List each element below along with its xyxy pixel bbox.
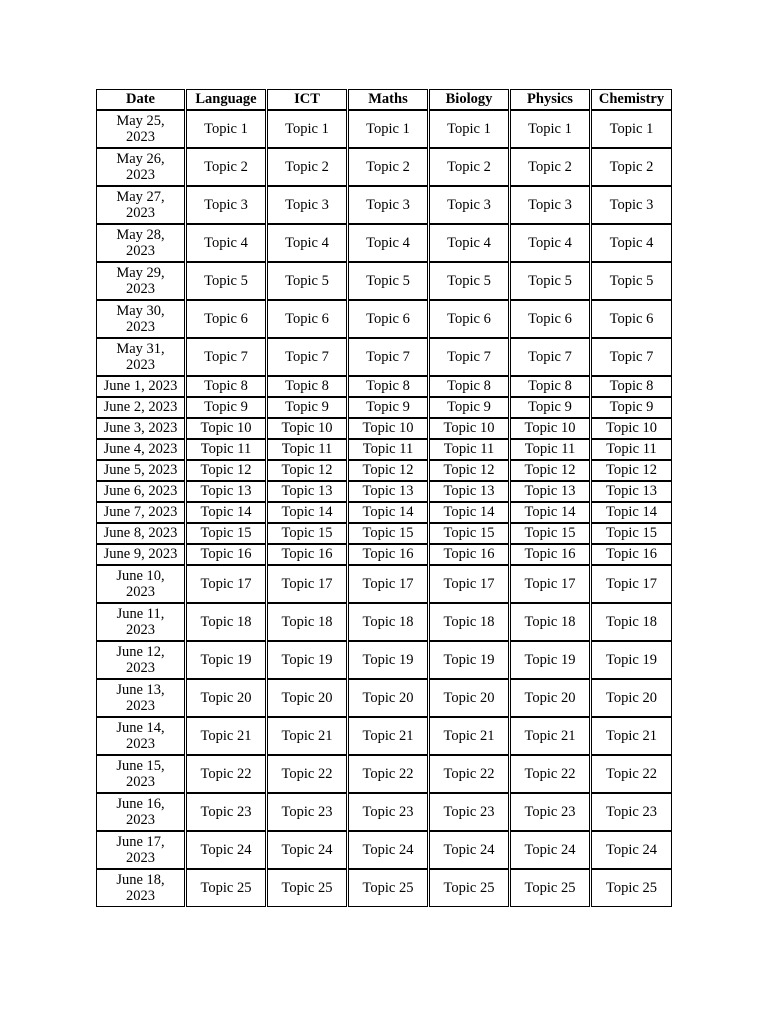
date-text: June 18,: [116, 872, 165, 888]
topic-cell-ict: Topic 20: [267, 679, 347, 717]
column-header-physics: Physics: [510, 89, 590, 110]
topic-cell-chemistry: Topic 2: [591, 148, 672, 186]
date-cell: [96, 793, 185, 831]
topic-cell-language: Topic 16: [186, 544, 266, 565]
date-cell: [96, 300, 185, 338]
table-row: [96, 523, 672, 544]
topic-cell-ict: Topic 6: [267, 300, 347, 338]
topic-cell-biology: Topic 15: [429, 523, 509, 544]
column-header-language: Language: [186, 89, 266, 110]
topic-cell-biology: Topic 24: [429, 831, 509, 869]
topic-cell-biology: Topic 11: [429, 439, 509, 460]
topic-cell-chemistry: Topic 19: [591, 641, 672, 679]
topic-cell-biology: Topic 12: [429, 460, 509, 481]
topic-cell-physics: Topic 23: [510, 793, 590, 831]
date-cell: [96, 397, 185, 418]
date-text: May 26,: [116, 151, 165, 167]
topic-cell-language: Topic 18: [186, 603, 266, 641]
topic-cell-physics: Topic 10: [510, 418, 590, 439]
topic-cell-biology: Topic 3: [429, 186, 509, 224]
topic-cell-language: Topic 12: [186, 460, 266, 481]
topic-cell-language: Topic 11: [186, 439, 266, 460]
table-row: [96, 831, 672, 869]
topic-cell-language: Topic 13: [186, 481, 266, 502]
topic-cell-maths: Topic 23: [348, 793, 428, 831]
table-row: [96, 717, 672, 755]
date-text: June 12,: [116, 644, 165, 660]
topic-cell-chemistry: Topic 8: [591, 376, 672, 397]
topic-cell-chemistry: Topic 18: [591, 603, 672, 641]
topic-cell-language: Topic 8: [186, 376, 266, 397]
topic-cell-chemistry: Topic 24: [591, 831, 672, 869]
topic-cell-physics: Topic 13: [510, 481, 590, 502]
table-row: [96, 376, 672, 397]
topic-cell-chemistry: Topic 10: [591, 418, 672, 439]
date-text: May 27,: [116, 189, 165, 205]
topic-cell-ict: Topic 25: [267, 869, 347, 907]
topic-cell-language: Topic 22: [186, 755, 266, 793]
date-year-text: 2023: [126, 129, 155, 145]
topic-cell-maths: Topic 18: [348, 603, 428, 641]
date-text: June 6, 2023: [103, 483, 178, 500]
date-cell: [96, 186, 185, 224]
date-cell: [96, 262, 185, 300]
topic-cell-physics: Topic 4: [510, 224, 590, 262]
date-cell: [96, 869, 185, 907]
topic-cell-physics: Topic 12: [510, 460, 590, 481]
table-row: [96, 418, 672, 439]
topic-cell-language: Topic 6: [186, 300, 266, 338]
date-year-text: 2023: [126, 584, 155, 600]
topic-cell-physics: Topic 1: [510, 110, 590, 148]
topic-cell-ict: Topic 9: [267, 397, 347, 418]
topic-cell-biology: Topic 10: [429, 418, 509, 439]
date-text: May 28,: [116, 227, 165, 243]
date-cell: [96, 603, 185, 641]
topic-cell-physics: Topic 14: [510, 502, 590, 523]
topic-cell-biology: Topic 23: [429, 793, 509, 831]
topic-cell-chemistry: Topic 7: [591, 338, 672, 376]
date-year-text: 2023: [126, 660, 155, 676]
topic-cell-ict: Topic 1: [267, 110, 347, 148]
topic-cell-ict: Topic 4: [267, 224, 347, 262]
topic-cell-maths: Topic 17: [348, 565, 428, 603]
date-year-text: 2023: [126, 812, 155, 828]
date-year-text: 2023: [126, 205, 155, 221]
topic-cell-maths: Topic 4: [348, 224, 428, 262]
table-row: [96, 679, 672, 717]
topic-cell-maths: Topic 2: [348, 148, 428, 186]
date-year-text: 2023: [126, 888, 155, 904]
topic-cell-language: Topic 7: [186, 338, 266, 376]
topic-cell-ict: Topic 22: [267, 755, 347, 793]
topic-cell-maths: Topic 3: [348, 186, 428, 224]
topic-cell-physics: Topic 11: [510, 439, 590, 460]
date-cell: [96, 831, 185, 869]
table-row: [96, 338, 672, 376]
topic-cell-ict: Topic 15: [267, 523, 347, 544]
topic-cell-biology: Topic 8: [429, 376, 509, 397]
date-text: June 13,: [116, 682, 165, 698]
date-year-text: 2023: [126, 281, 155, 297]
topic-cell-physics: Topic 7: [510, 338, 590, 376]
topic-cell-language: Topic 24: [186, 831, 266, 869]
topic-cell-language: Topic 10: [186, 418, 266, 439]
topic-cell-language: Topic 23: [186, 793, 266, 831]
date-cell: [96, 460, 185, 481]
date-year-text: 2023: [126, 736, 155, 752]
topic-cell-maths: Topic 25: [348, 869, 428, 907]
table-row: [96, 262, 672, 300]
date-cell: [96, 376, 185, 397]
topic-cell-physics: Topic 8: [510, 376, 590, 397]
date-text: June 11,: [116, 606, 165, 622]
date-year-text: 2023: [126, 698, 155, 714]
topic-cell-ict: Topic 13: [267, 481, 347, 502]
date-cell: [96, 224, 185, 262]
table-body: [96, 110, 672, 907]
topic-cell-biology: Topic 19: [429, 641, 509, 679]
column-header-maths: Maths: [348, 89, 428, 110]
date-cell: [96, 544, 185, 565]
topic-cell-biology: Topic 6: [429, 300, 509, 338]
topic-cell-maths: Topic 24: [348, 831, 428, 869]
topic-cell-physics: Topic 5: [510, 262, 590, 300]
topic-cell-physics: Topic 20: [510, 679, 590, 717]
date-cell: [96, 755, 185, 793]
topic-cell-ict: Topic 18: [267, 603, 347, 641]
topic-cell-biology: Topic 4: [429, 224, 509, 262]
topic-cell-biology: Topic 9: [429, 397, 509, 418]
date-year-text: 2023: [126, 774, 155, 790]
topic-cell-language: Topic 4: [186, 224, 266, 262]
topic-cell-physics: Topic 15: [510, 523, 590, 544]
topic-cell-ict: Topic 11: [267, 439, 347, 460]
date-text: June 14,: [116, 720, 165, 736]
topic-cell-maths: Topic 15: [348, 523, 428, 544]
date-cell: [96, 717, 185, 755]
date-cell: [96, 439, 185, 460]
topic-cell-language: Topic 2: [186, 148, 266, 186]
topic-cell-chemistry: Topic 13: [591, 481, 672, 502]
topic-cell-biology: Topic 25: [429, 869, 509, 907]
topic-cell-ict: Topic 23: [267, 793, 347, 831]
date-cell: [96, 148, 185, 186]
topic-cell-maths: Topic 1: [348, 110, 428, 148]
table-row: [96, 481, 672, 502]
topic-cell-physics: Topic 24: [510, 831, 590, 869]
topic-cell-language: Topic 17: [186, 565, 266, 603]
topic-cell-physics: Topic 3: [510, 186, 590, 224]
date-text: June 8, 2023: [103, 525, 178, 542]
topic-cell-physics: Topic 6: [510, 300, 590, 338]
topic-cell-maths: Topic 20: [348, 679, 428, 717]
topic-cell-maths: Topic 7: [348, 338, 428, 376]
topic-cell-physics: Topic 25: [510, 869, 590, 907]
topic-cell-ict: Topic 17: [267, 565, 347, 603]
topic-cell-ict: Topic 14: [267, 502, 347, 523]
table-row: [96, 439, 672, 460]
topic-cell-chemistry: Topic 6: [591, 300, 672, 338]
topic-cell-physics: Topic 16: [510, 544, 590, 565]
column-header-ict: ICT: [267, 89, 347, 110]
topic-cell-ict: Topic 3: [267, 186, 347, 224]
topic-cell-maths: Topic 22: [348, 755, 428, 793]
table-row: [96, 397, 672, 418]
topic-cell-language: Topic 1: [186, 110, 266, 148]
topic-cell-ict: Topic 16: [267, 544, 347, 565]
table-header-row: [96, 89, 672, 110]
table-row: [96, 186, 672, 224]
topic-cell-chemistry: Topic 1: [591, 110, 672, 148]
topic-cell-chemistry: Topic 4: [591, 224, 672, 262]
topic-cell-biology: Topic 5: [429, 262, 509, 300]
topic-cell-biology: Topic 18: [429, 603, 509, 641]
date-year-text: 2023: [126, 167, 155, 183]
topic-cell-maths: Topic 8: [348, 376, 428, 397]
topic-cell-chemistry: Topic 14: [591, 502, 672, 523]
date-text: May 30,: [116, 303, 165, 319]
topic-cell-ict: Topic 12: [267, 460, 347, 481]
topic-cell-maths: Topic 13: [348, 481, 428, 502]
topic-cell-chemistry: Topic 20: [591, 679, 672, 717]
topic-cell-biology: Topic 20: [429, 679, 509, 717]
date-text: June 4, 2023: [103, 441, 178, 458]
table-row: [96, 641, 672, 679]
topic-cell-ict: Topic 21: [267, 717, 347, 755]
topic-cell-ict: Topic 10: [267, 418, 347, 439]
date-cell: [96, 110, 185, 148]
date-cell: [96, 481, 185, 502]
date-cell: [96, 641, 185, 679]
topic-cell-biology: Topic 13: [429, 481, 509, 502]
date-text: June 3, 2023: [103, 420, 178, 437]
column-header-date: Date: [96, 89, 185, 110]
table-row: [96, 793, 672, 831]
table-row: [96, 502, 672, 523]
topic-cell-biology: Topic 2: [429, 148, 509, 186]
topic-cell-maths: Topic 14: [348, 502, 428, 523]
topic-cell-ict: Topic 5: [267, 262, 347, 300]
topic-cell-language: Topic 25: [186, 869, 266, 907]
topic-cell-biology: Topic 22: [429, 755, 509, 793]
date-year-text: 2023: [126, 357, 155, 373]
topic-cell-maths: Topic 16: [348, 544, 428, 565]
topic-cell-language: Topic 14: [186, 502, 266, 523]
topic-cell-maths: Topic 12: [348, 460, 428, 481]
topic-cell-biology: Topic 21: [429, 717, 509, 755]
table-row: [96, 460, 672, 481]
table-row: [96, 565, 672, 603]
date-text: June 10,: [116, 568, 165, 584]
topic-cell-language: Topic 5: [186, 262, 266, 300]
topic-cell-language: Topic 19: [186, 641, 266, 679]
date-cell: [96, 502, 185, 523]
date-text: June 2, 2023: [103, 399, 178, 416]
table-row: [96, 224, 672, 262]
date-text: June 9, 2023: [103, 546, 178, 563]
date-text: May 31,: [116, 341, 165, 357]
date-year-text: 2023: [126, 622, 155, 638]
topic-cell-chemistry: Topic 16: [591, 544, 672, 565]
topic-cell-physics: Topic 22: [510, 755, 590, 793]
topic-cell-chemistry: Topic 22: [591, 755, 672, 793]
date-cell: [96, 338, 185, 376]
table-row: [96, 869, 672, 907]
topic-cell-physics: Topic 19: [510, 641, 590, 679]
topic-cell-biology: Topic 7: [429, 338, 509, 376]
topic-cell-language: Topic 20: [186, 679, 266, 717]
topic-cell-ict: Topic 19: [267, 641, 347, 679]
topic-cell-biology: Topic 14: [429, 502, 509, 523]
date-text: June 15,: [116, 758, 165, 774]
topic-cell-physics: Topic 17: [510, 565, 590, 603]
date-year-text: 2023: [126, 243, 155, 259]
topic-cell-chemistry: Topic 21: [591, 717, 672, 755]
topic-cell-maths: Topic 5: [348, 262, 428, 300]
topic-cell-maths: Topic 21: [348, 717, 428, 755]
topic-cell-maths: Topic 19: [348, 641, 428, 679]
schedule-table: [95, 89, 673, 907]
topic-cell-chemistry: Topic 12: [591, 460, 672, 481]
table-row: [96, 603, 672, 641]
date-cell: [96, 418, 185, 439]
date-year-text: 2023: [126, 319, 155, 335]
date-text: June 17,: [116, 834, 165, 850]
column-header-biology: Biology: [429, 89, 509, 110]
date-text: May 29,: [116, 265, 165, 281]
date-cell: [96, 523, 185, 544]
topic-cell-biology: Topic 1: [429, 110, 509, 148]
topic-cell-maths: Topic 10: [348, 418, 428, 439]
table-row: [96, 755, 672, 793]
topic-cell-biology: Topic 16: [429, 544, 509, 565]
topic-cell-physics: Topic 9: [510, 397, 590, 418]
topic-cell-chemistry: Topic 3: [591, 186, 672, 224]
date-text: May 25,: [116, 113, 165, 129]
topic-cell-maths: Topic 9: [348, 397, 428, 418]
topic-cell-physics: Topic 18: [510, 603, 590, 641]
topic-cell-language: Topic 15: [186, 523, 266, 544]
topic-cell-chemistry: Topic 9: [591, 397, 672, 418]
date-cell: [96, 565, 185, 603]
topic-cell-ict: Topic 2: [267, 148, 347, 186]
topic-cell-biology: Topic 17: [429, 565, 509, 603]
table-row: [96, 544, 672, 565]
date-text: June 7, 2023: [103, 504, 178, 521]
topic-cell-chemistry: Topic 17: [591, 565, 672, 603]
topic-cell-ict: Topic 24: [267, 831, 347, 869]
date-year-text: 2023: [126, 850, 155, 866]
topic-cell-chemistry: Topic 23: [591, 793, 672, 831]
column-header-chemistry: Chemistry: [591, 89, 672, 110]
date-text: June 5, 2023: [103, 462, 178, 479]
topic-cell-ict: Topic 8: [267, 376, 347, 397]
date-text: June 1, 2023: [103, 378, 178, 395]
topic-cell-chemistry: Topic 15: [591, 523, 672, 544]
date-text: June 16,: [116, 796, 165, 812]
table-row: [96, 300, 672, 338]
topic-cell-language: Topic 3: [186, 186, 266, 224]
date-cell: [96, 679, 185, 717]
topic-cell-chemistry: Topic 5: [591, 262, 672, 300]
topic-cell-maths: Topic 11: [348, 439, 428, 460]
topic-cell-ict: Topic 7: [267, 338, 347, 376]
table-row: [96, 110, 672, 148]
topic-cell-maths: Topic 6: [348, 300, 428, 338]
topic-cell-language: Topic 21: [186, 717, 266, 755]
table-row: [96, 148, 672, 186]
topic-cell-chemistry: Topic 11: [591, 439, 672, 460]
topic-cell-chemistry: Topic 25: [591, 869, 672, 907]
topic-cell-physics: Topic 2: [510, 148, 590, 186]
topic-cell-language: Topic 9: [186, 397, 266, 418]
topic-cell-physics: Topic 21: [510, 717, 590, 755]
